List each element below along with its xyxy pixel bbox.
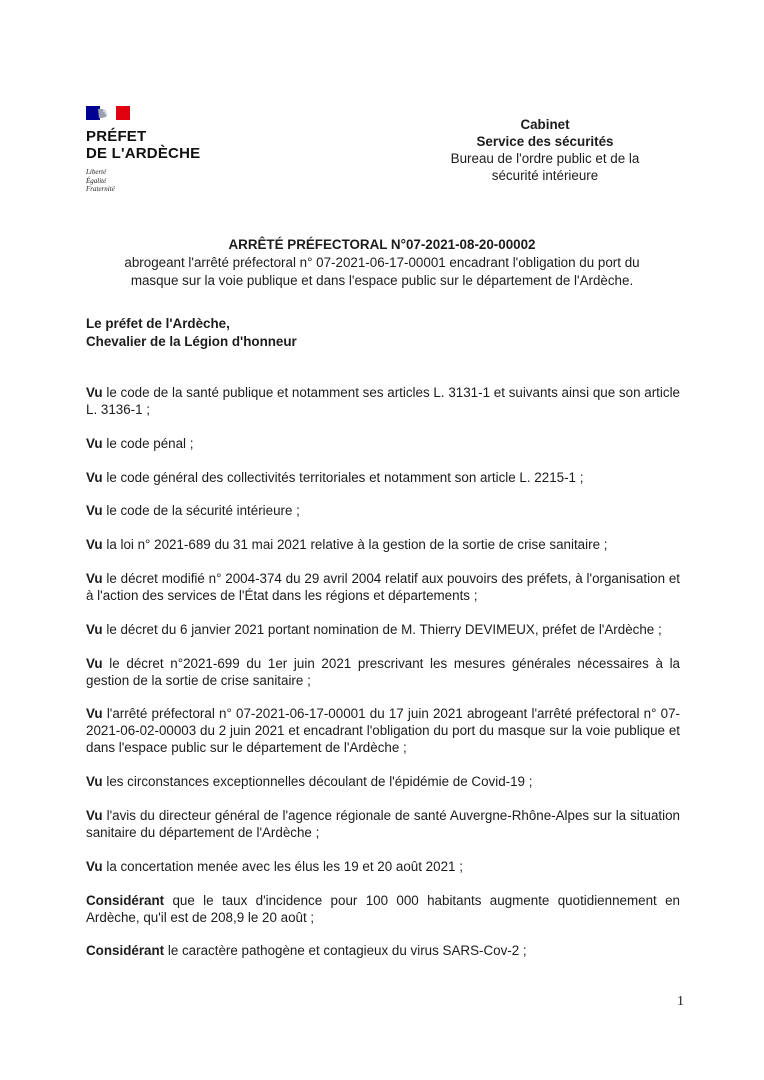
visa-keyword: Vu: [86, 774, 103, 790]
visa-keyword: Vu: [86, 385, 103, 400]
prefecture-logo: [86, 106, 226, 194]
visa-text: le code pénal ;: [102, 435, 194, 451]
visa-item: [86, 536, 680, 553]
considerant-text: que le taux d'incidence pour 100 000 habitants augmente quotidiennement en Ardèche, qu'il est de 208,9 le 20 août ;: [86, 892, 680, 925]
visa-keyword: Vu: [86, 807, 103, 823]
visa-text: l'avis du directeur général de l'agence régionale de santé Auvergne-Rhône-Alpes sur la situation sanitaire du département de l'Ardèche ;: [86, 807, 680, 840]
visa-item: [86, 469, 680, 486]
visa-item: [86, 570, 680, 604]
prefect-title: Chevalier de la Légion d'honneur: [86, 334, 297, 349]
visa-text: la loi n° 2021-689 du 31 mai 2021 relative à la gestion de la sortie de crise sanitaire ;: [102, 537, 608, 553]
service-bureau: Bureau de l'ordre public et de la: [450, 151, 640, 166]
visas-list: [86, 384, 680, 976]
visa-item: [86, 621, 680, 638]
prefect-name: Le préfet de l'Ardèche,: [86, 316, 230, 331]
logo-line-1: PRÉFET: [86, 128, 147, 145]
motto-liberte: Liberté: [86, 168, 107, 176]
considerant-item: [86, 942, 680, 959]
visa-item: [86, 384, 680, 418]
marianne-icon: [86, 106, 130, 120]
visa-keyword: Vu: [86, 858, 103, 874]
visa-text: les circonstances exceptionnelles découlant de l'épidémie de Covid-19 ;: [102, 774, 533, 790]
service-bureau-cont: sécurité intérieure: [491, 168, 599, 183]
considerant-keyword: Considérant: [86, 943, 165, 959]
visa-keyword: Vu: [86, 655, 103, 671]
prefect-signatory: [86, 315, 297, 351]
decree-title: ARRÊTÉ PRÉFECTORAL N°07-2021-08-20-00002: [228, 237, 536, 252]
decree-subtitle-line-2: masque sur la voie publique et dans l'espace public sur le département de l'Ardèche.: [130, 273, 634, 288]
visa-keyword: Vu: [86, 469, 103, 485]
visa-item: [86, 435, 680, 452]
motto-egalite: Égalité: [86, 176, 107, 185]
visa-item: [86, 807, 680, 841]
visa-text: le décret n°2021-699 du 1er juin 2021 prescrivant les mesures générales nécessaires à la gestion de la sortie de crise sanitaire ;: [86, 655, 680, 688]
service-cabinet: Cabinet: [520, 117, 570, 132]
considerant-keyword: Considérant: [86, 892, 165, 908]
visa-keyword: Vu: [86, 706, 103, 722]
visa-keyword: Vu: [86, 621, 103, 637]
visa-item: [86, 858, 680, 875]
logo-line-2: DE L'ARDÈCHE: [86, 145, 201, 162]
visa-text: la concertation menée avec les élus les 19 et 20 août 2021 ;: [102, 858, 463, 874]
visa-text: le code de la santé publique et notamment ses articles L. 3131-1 et suivants ainsi que son article L. 3136-1 ;: [86, 385, 680, 417]
considerant-text: le caractère pathogène et contagieux du virus SARS-Cov-2 ;: [164, 943, 527, 959]
visa-text: le décret du 6 janvier 2021 portant nomination de M. Thierry DEVIMEUX, préfet de l'Ardèche ;: [102, 621, 662, 637]
visa-text: l'arrêté préfectoral n° 07-2021-06-17-00001 du 17 juin 2021 abrogeant l'arrêté préfectoral n° 07-2021-06-02-00003 du 2 juin 2021 et encadrant l'obligation du port du masque sur la voie publique et dans l'espace public sur le département de l'Ardèche ;: [86, 706, 680, 756]
decree-title-block: [70, 236, 694, 289]
visa-item: [86, 773, 680, 790]
considerant-item: [86, 892, 680, 926]
visa-text: le code général des collectivités territoriales et notamment son article L. 2215-1 ;: [102, 469, 584, 485]
visa-keyword: Vu: [86, 570, 103, 586]
page-number: 1: [677, 994, 684, 1009]
republic-motto: [86, 168, 226, 194]
issuing-service: [430, 116, 660, 184]
visa-item: [86, 502, 680, 519]
motto-fraternite: Fraternité: [86, 185, 115, 193]
visa-keyword: Vu: [86, 537, 103, 553]
visa-keyword: Vu: [86, 503, 103, 519]
visa-keyword: Vu: [86, 435, 103, 451]
service-securites: Service des sécurités: [476, 134, 614, 149]
visa-item: [86, 705, 680, 756]
visa-text: le code de la sécurité intérieure ;: [102, 503, 300, 519]
visa-text: le décret modifié n° 2004-374 du 29 avril 2004 relatif aux pouvoirs des préfets, à l'organisation et à l'action des services de l'État dans les régions et départements ;: [86, 570, 680, 603]
visa-item: [86, 655, 680, 689]
decree-subtitle-line-1: abrogeant l'arrêté préfectoral n° 07-2021-06-17-00001 encadrant l'obligation du port du: [124, 255, 640, 270]
